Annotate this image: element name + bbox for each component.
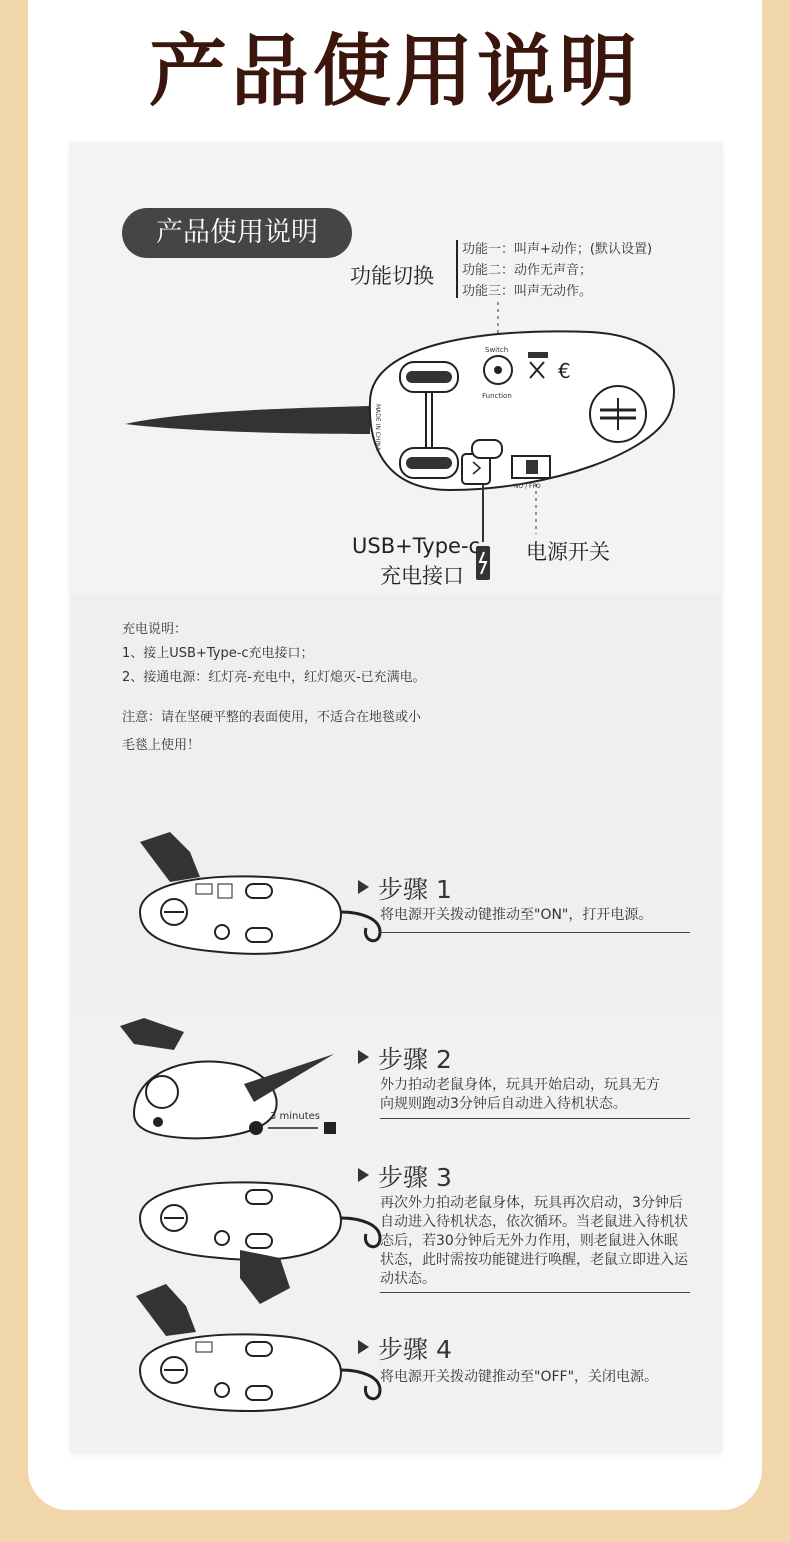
- charging-note-line2: 毛毯上使用！: [122, 738, 201, 753]
- function-item-1: 功能一：叫声+动作；(默认设置): [462, 242, 653, 257]
- charging-note-line1: 注意：请在坚硬平整的表面使用，不适合在地毯或小: [122, 710, 422, 725]
- step2-arrow-icon: [358, 1050, 369, 1064]
- charging-item-1: 1、接上USB+Type-c充电接口；: [122, 646, 314, 661]
- step1-divider: [380, 932, 690, 933]
- port-label-line1: USB+Type-c: [352, 534, 481, 558]
- step2-illustration: [114, 1014, 384, 1144]
- step1-arrow-icon: [358, 880, 369, 894]
- power-switch-label: 电源开关: [526, 540, 610, 564]
- step1-desc: 将电源开关拨动键推动至"ON"，打开电源。: [380, 907, 653, 923]
- step2-desc: 外力拍动老鼠身体，玩具开始启动，玩具无方向规则跑动3分钟后自动进入待机状态。: [380, 1077, 660, 1112]
- charging-item-2: 2、接通电源：红灯亮-充电中，红灯熄灭-已充满电。: [122, 670, 426, 685]
- step4-title: 步骤 4: [378, 1335, 452, 1364]
- port-label-line2: 充电接口: [380, 564, 464, 588]
- stop-icon: [324, 1122, 336, 1134]
- step3-arrow-icon: [358, 1168, 369, 1182]
- three-minutes-label: 3 minutes: [270, 1111, 321, 1122]
- step1-illustration: [130, 822, 370, 952]
- step1-title: 步骤 1: [378, 875, 452, 904]
- page-title: 产品使用说明: [148, 27, 641, 117]
- function-item-3: 功能三：叫声无动作。: [462, 284, 593, 299]
- hand-icon: [136, 1284, 196, 1336]
- ce-mark: €: [558, 359, 571, 383]
- hand-icon: [140, 832, 200, 882]
- step3-desc: 再次外力拍动老鼠身体，玩具再次启动，3分钟后自动进入待机状态，依次循环。当老鼠进入待机状态后，若30分钟后无外力作用，则老鼠进入休眠状态，此时需按功能键进行唤醒，老鼠立即进入运动状态。: [380, 1195, 688, 1287]
- step4-desc: 将电源开关拨动键推动至"OFF"，关闭电源。: [380, 1369, 659, 1385]
- mouse-bottom-diagram: [70, 142, 722, 602]
- made-in-label: MADE IN CHINA: [374, 404, 381, 451]
- step3-title: 步骤 3: [378, 1163, 452, 1192]
- step2-divider: [380, 1118, 690, 1119]
- function-item-2: 功能二：动作无声音；: [462, 263, 593, 278]
- play-icon: [249, 1121, 263, 1135]
- charging-title: 充电说明：: [122, 622, 188, 637]
- function-switch-label: 功能切换: [350, 264, 434, 288]
- step4-arrow-icon: [358, 1340, 369, 1354]
- section-pill: 产品使用说明: [122, 208, 352, 258]
- switch-bottom-label: Function: [482, 392, 512, 400]
- step3-divider: [380, 1292, 690, 1293]
- switch-top-label: Switch: [485, 346, 509, 354]
- instruction-sheet: [70, 142, 722, 1452]
- mouse-tail: [125, 406, 370, 434]
- on-off-label: NO / FFO: [514, 483, 541, 490]
- step4-illustration: [130, 1272, 370, 1412]
- hand-icon: [120, 1018, 184, 1050]
- step2-title: 步骤 2: [378, 1045, 452, 1074]
